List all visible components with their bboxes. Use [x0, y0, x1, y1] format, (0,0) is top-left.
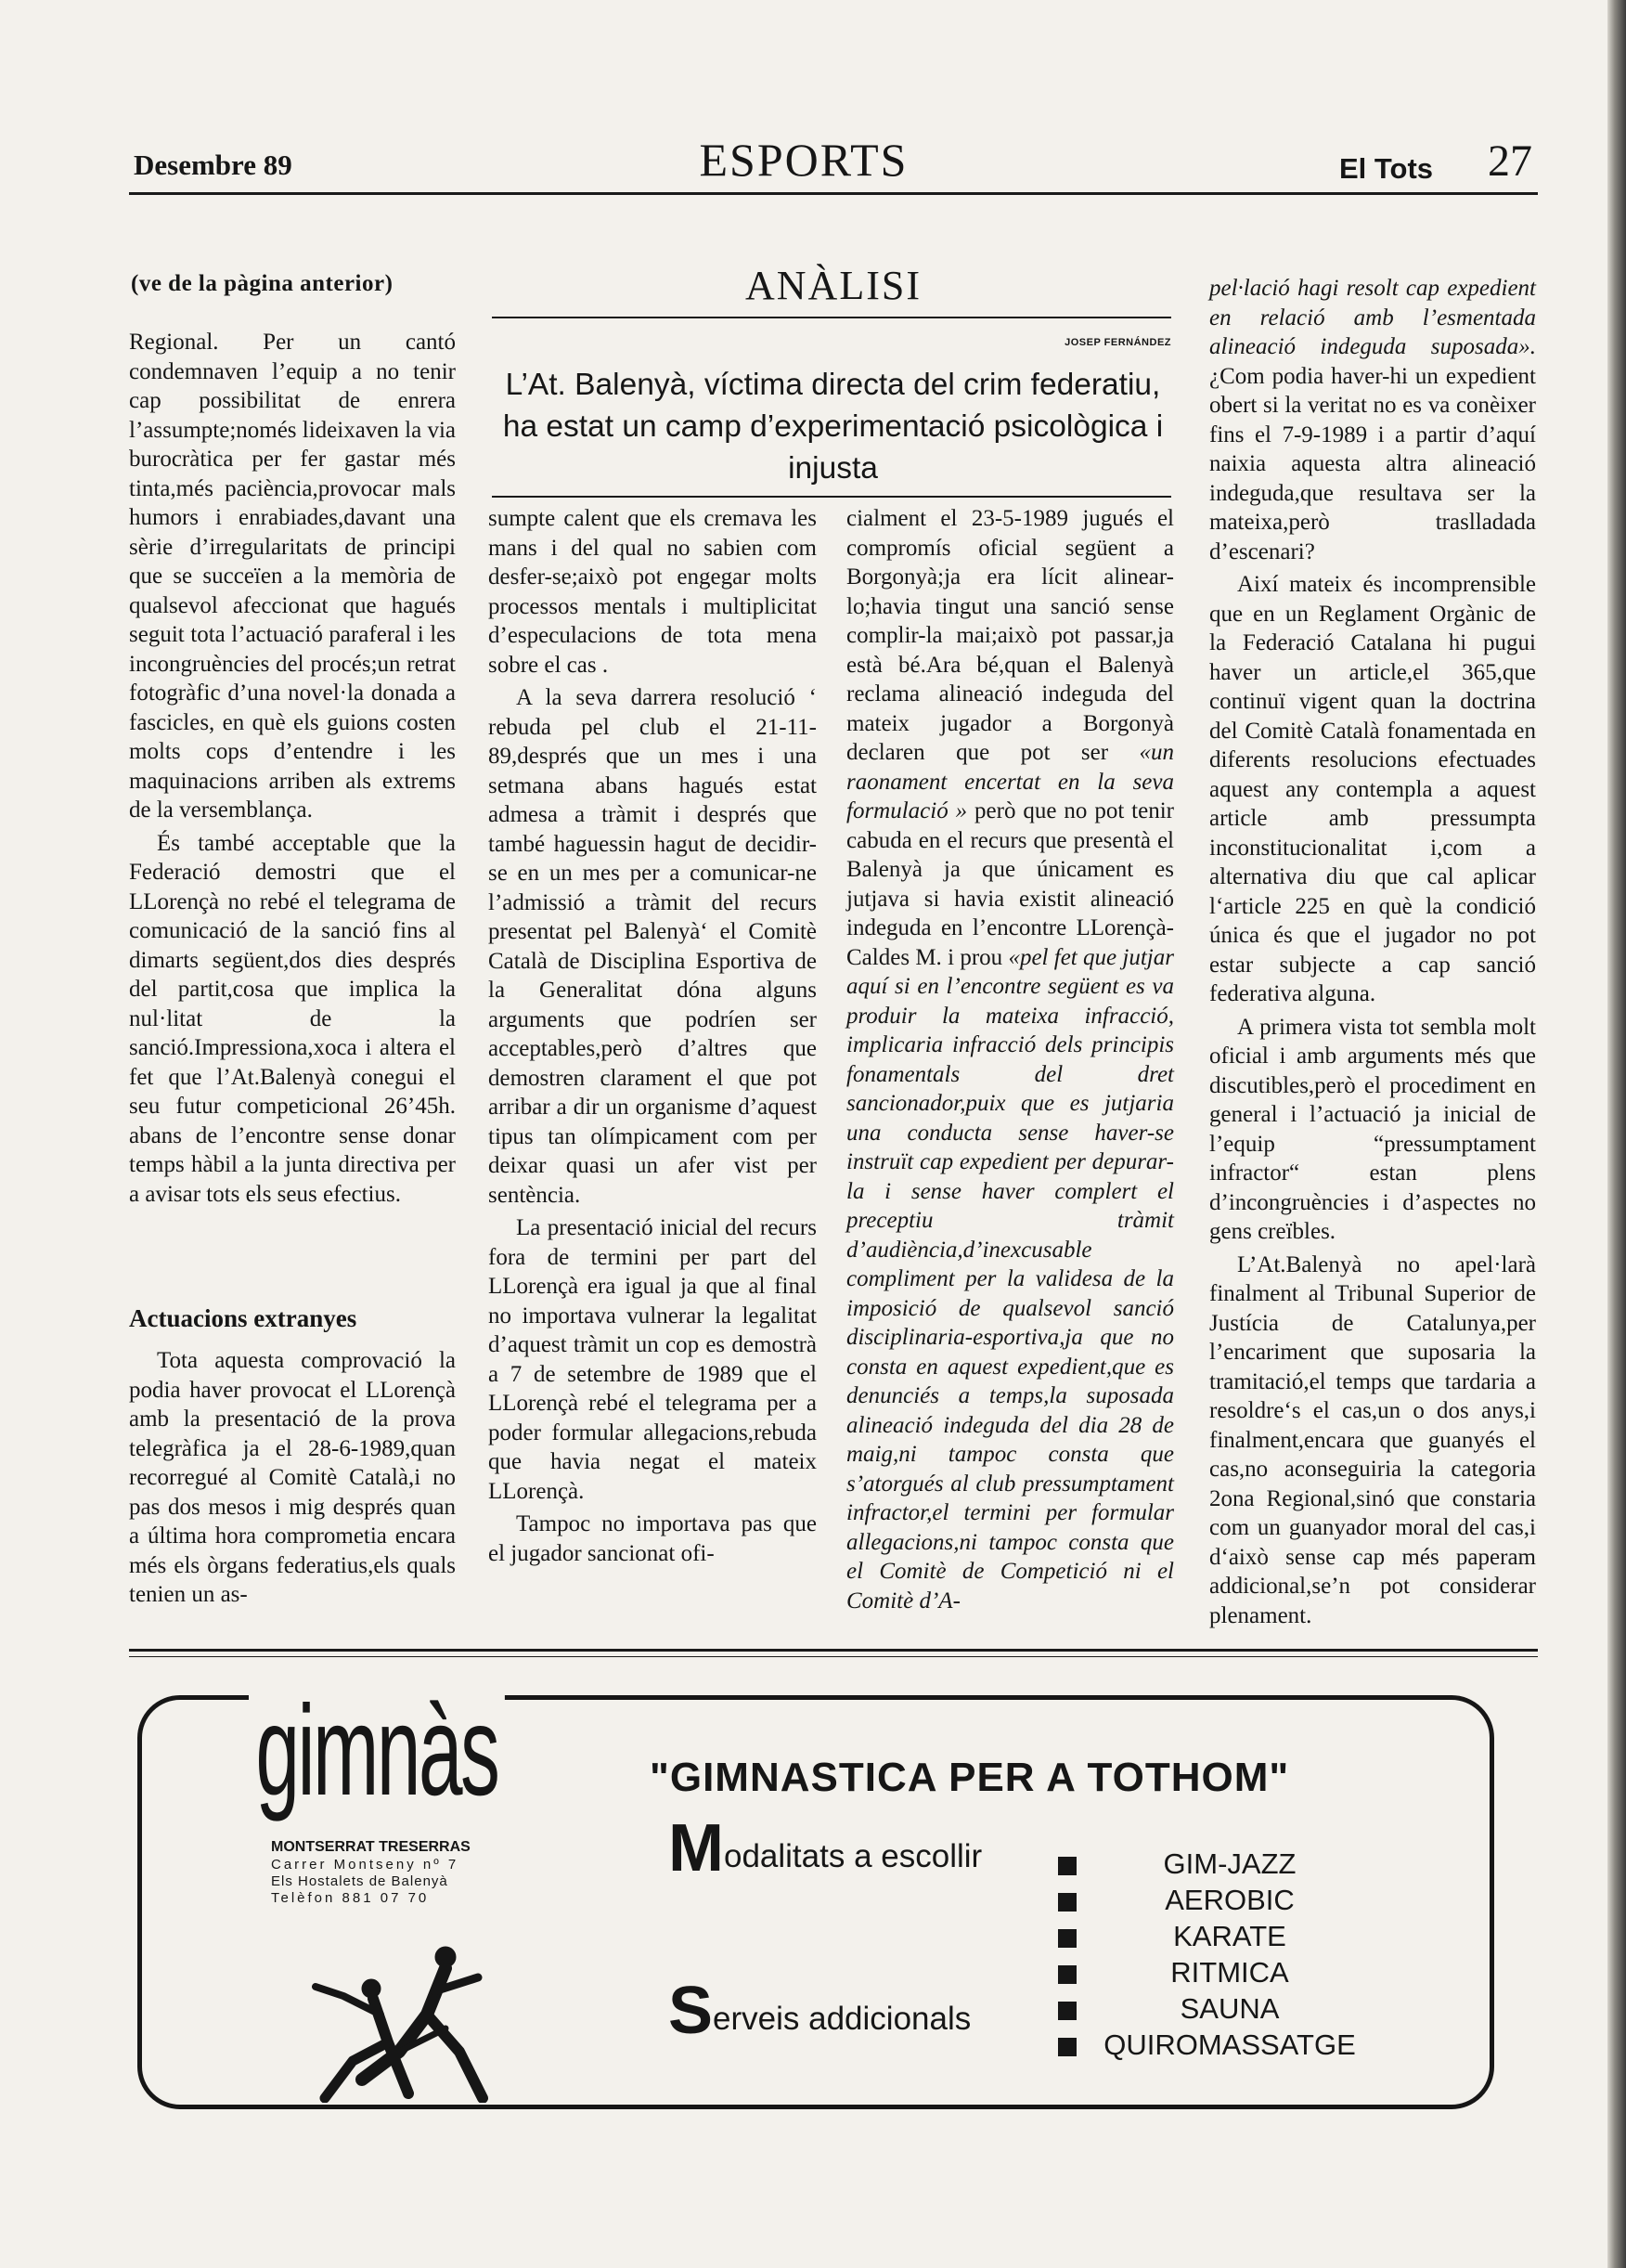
ad-town: Els Hostalets de Balenyà [271, 1873, 448, 1889]
ad-phone: Telèfon 881 07 70 [271, 1890, 430, 1906]
square-bullet-icon [1058, 2038, 1077, 2056]
author-byline: JOSEP FERNÁNDEZ [1065, 337, 1171, 348]
gym-logo: gimnàs [249, 1677, 505, 1825]
paragraph: A primera vista tot sembla molt oficial i amb arguments més que discutibles,però el procediment en general i l’actuació ja inicial de l’equip “pressumptament infractor“ estan plens d’incongruències i d’aspectes no gens creïbles. [1209, 1014, 1536, 1244]
issue-date: Desembre 89 [134, 149, 292, 181]
quote-run: «un raonament encertat en la seva formulació » [846, 740, 1174, 823]
service-label: RITMICA [1170, 1956, 1289, 1989]
article-column-1 [129, 328, 456, 1209]
ad-category-text: erveis addicionals [713, 2001, 972, 2037]
service-label: SAUNA [1180, 1992, 1280, 2025]
paragraph: Tota aquesta comprovació la podia haver provocat el LLorençà amb la presentació de la prova telegràfica ja el 28-6-1989,quan recorregué al Comitè Català,i no pas dos mesos i mig després quan a última hora comprometia encara més els òrgans federatius,els quals tenien un as- [129, 1348, 456, 1607]
quote-run: pel·lació hagi resolt cap expedient en relació amb l’esmentada alineació indeguda suposada». [1209, 276, 1536, 359]
binding-edge [1607, 0, 1626, 2268]
paragraph: A la seva darrera resolució ‘ rebuda pel club el 21-11-89,després que un mes i una setmana abans hagués estat admesa a tràmit i després que també haguessin hagut de decidir-se en un mes per a comunicar-ne l’admissió a tràmit del recurs presentat pel Balenyà‘ el Comitè Català de Disciplina Esportiva de la Generalitat dóna alguns arguments que podríen ser acceptables,però d’altres que demostren clarament el que pot arribar a dir un organisme d’aquest tipus tan olímpicament com per deixar quasi un afer vist per sentència. [488, 685, 817, 1208]
subheading: Actuacions extranyes [129, 1304, 357, 1332]
square-bullet-icon [1058, 1929, 1077, 1948]
ad-category-modalities [668, 1810, 982, 1886]
quote-run: «pel fet que jutjar aquí si en l’encontre següent es va produir la mateixa infracció, implicaria infracció dels principis fonamentals del dret sancionador,puix que es jutjaria una conducta sense haver-se instruït cap expedient per depurar-la i sense haver complert el preceptiu tràmit d’audiència,d’inexcusable compliment per la validesa de la imposició de qualsevol sanció disciplinaria-esportiva,ja que no consta en aquest expedient,que es denunciés a temps,la suposada alineació indeguda del dia 28 de maig,ni tampoc consta que s’atorgués al club pressumptament infractor,el termini per formular allegacions,ni tampoc consta que el Comitè de Competició ni el Comitè d’A- [846, 944, 1174, 1614]
paragraph: Tampoc no importava pas que el jugador sancionat ofi- [488, 1511, 817, 1566]
ad-services-list [1058, 1847, 1364, 2065]
list-item [1058, 1920, 1364, 1956]
article-column-2 [488, 504, 817, 1568]
ad-initial: S [668, 1974, 714, 2048]
square-bullet-icon [1058, 2002, 1077, 2020]
paragraph: Així mateix és incomprensible que en un Reglament Orgànic de la Federació Catalana hi pugui haver un article,el 365,que continuï vigent quan la doctrina del Comitè Català fonamentada en diferents resolucions efectuades aquest any contempla a aquest article amb pressumptа inconstitucionalitat i,com a alternativa diu que cal aplicar l‘article 225 en què la condició única és que el jugador no pot estar subjecte a cap sanció federativa alguna. [1209, 572, 1536, 1006]
service-label: AEROBIC [1165, 1884, 1295, 1916]
text-run: ¿Com podia haver-hi un expedient obert si la veritat no es va conèixer fins el 7-9-1989 i a partir d’aquí naixia aquesta altra alineació indeguda,que resultava ser la mateixa,però traslladada d’escenari? [1209, 363, 1536, 564]
service-label: KARATE [1173, 1920, 1286, 1952]
continued-note: (ve de la pàgina anterior) [131, 271, 394, 296]
ad-separator-rule [129, 1656, 1538, 1657]
square-bullet-icon [1058, 1857, 1077, 1875]
ad-category-services [668, 1973, 971, 2049]
list-item [1058, 1956, 1364, 1992]
ad-street: Carrer Montseny nº 7 [271, 1857, 459, 1873]
dancers-logo-icon [306, 1940, 492, 2103]
analysis-label: ANÀLISI [745, 263, 922, 308]
list-item [1058, 1884, 1364, 1920]
header-rule [129, 192, 1538, 195]
square-bullet-icon [1058, 1893, 1077, 1912]
paragraph: Regional. Per un cantó condemnaven l’equip a no tenir cap possibilitat de enrera l’assumpte;només lideixaven la via burocràtica per fer gastar més tinta,més paciència,provocar mals humors i enrabiades,davant una sèrie d’irregularitats de principi que se succeïen a la memòria de qualsevol afeccionat que hagués seguit tota l’actuació paraferal i les incongruències del procés;un retrat fotogràfic d’una novel·la donada a fascicles, en què els guions costen molts cops d’entendre i les maquinacions arriben als extrems de la versemblança. [129, 330, 456, 823]
paragraph: sumpte calent que els cremava les mans i del qual no sabien com desfer-se;això pot engegar molts processos mentals i multiplicitat d’especulacions de tota mena sobre el cas . [488, 506, 817, 678]
ad-separator-rule [129, 1649, 1538, 1652]
paragraph [1209, 274, 1536, 566]
paragraph [846, 504, 1174, 1615]
article-column-1-continued [129, 1346, 456, 1610]
analysis-rule [492, 317, 1171, 318]
ad-category-text: odalitats a escollir [723, 1838, 983, 1874]
list-item [1058, 1992, 1364, 2028]
service-label: GIM-JAZZ [1163, 1847, 1297, 1880]
article-column-4 [1209, 274, 1536, 1630]
list-item [1058, 2028, 1364, 2065]
paragraph: La presentació inicial del recurs fora de termini per part del LLorençà era igual ja que al final no importava vulnerar la legalitat d’aquest tràmit un cop es demostrà a 7 de setembre de 1989 que el LLorençà rebé el telegrama per a poder formular allegacions,rebuda que havia negat el mateix LLorençà. [488, 1215, 817, 1504]
list-item [1058, 1847, 1364, 1884]
ad-initial: M [668, 1811, 724, 1886]
paragraph: És també acceptable que la Federació demostri que el LLorençà no rebé el telegrama de comunicació de la sanció fins al dimarts següent,dos dies després del partit,cosa que implica la nul·litat de la sanció.Impressiona,xoca i altera el fet que l’At.Balenyà conegui el seu futur competicional 26’45h. abans de l’encontre sense donar temps hàbil a la junta directiva per a avisar tots els seus efectius. [129, 830, 456, 1207]
text-run: però que no pot tenir cabuda en el recurs que presentà el Balenyà ja que únicament es jutjava si havia existit alineació indeguda en l’encontre LLorençà-Caldes M. i prou [846, 798, 1175, 970]
text-run: cialment el 23-5-1989 jugués el compromís oficial següent a Borgonyà;ja era lícit alinear-lo;havia tingut una sanció sense complir-la mai;això pot passar,ja està bé.Ara bé,quan el Balenyà reclama alineació indeguda del mateix jugador a Borgonyà declaren que pot ser [846, 506, 1174, 765]
article-headline: L’At. Balenyà, víctima directa del crim federatiu, ha estat un camp d’experimentació psicològica i injusta [502, 368, 1164, 486]
headline-rule [492, 496, 1171, 498]
paragraph: L’At.Balenyà no apel·larà finalment al Tribunal Superior de Justícia de Catalunya,per l’encariment que suposaria la tramitació,el temps que tardaria a resoldre‘s el cas,un o dos anys,i finalment,encara que guanyés el cas,no aconseguiria la categoria 2ona Regional,sinó que constaria com un guanyador moral del cas,i d‘això sense cap més paperam addicional,se’n pot considerar plenament. [1209, 1251, 1536, 1628]
ad-slogan: "GIMNASTICA PER A TOTHOM" [650, 1755, 1290, 1800]
publication-name: El Tots [1339, 152, 1434, 185]
section-title: ESPORTS [699, 134, 909, 186]
page-number: 27 [1488, 136, 1532, 186]
ad-owner-name: MONTSERRAT TRESERRAS [271, 1839, 471, 1855]
square-bullet-icon [1058, 1965, 1077, 1984]
article-column-3 [846, 504, 1174, 1615]
service-label: QUIROMASSATGE [1103, 2028, 1356, 2061]
